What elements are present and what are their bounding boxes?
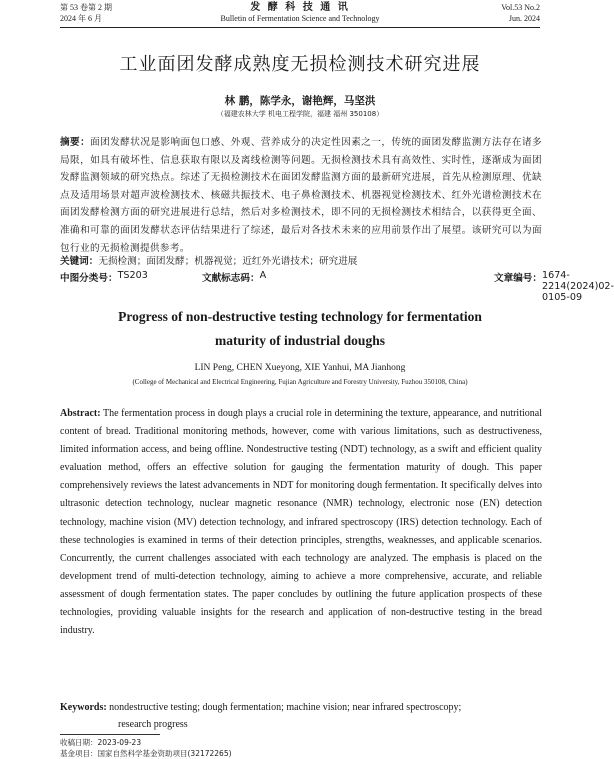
header-date-en: Jun. 2024 [508, 14, 540, 23]
article-title-cn: 工业面团发酵成熟度无损检测技术研究进展 [119, 54, 481, 75]
authors-en: LIN Peng, CHEN Xueyong, XIE Yanhui, MA Jianhong [194, 363, 406, 373]
abstract-en-text: The fermentation process in dough plays a crucial role in determining the texture, appearance, and nutritional content of bread. Traditional monitoring methods, however, come with various limitations, such as destructiveness, limited information access, and being offline. Nondestructive testing (NDT) technology, as a swift and efficient quality evaluation method, offers an effective solution for gauging the fermentation maturity of dough. This paper comprehensively reviews the latest advancements in NDT for monitoring dough fermentation. It specifically delves into ultrasonic detection technology, nuclear magnetic resonance (NMR) technology, electronic nose (EN) detection technology, machine vision (MV) detection technology, and infrared spectroscopy (IRS) detection technology. Each of these technologies is examined in terms of their detection principles, strengths, weaknesses, and applicable scenarios. Concurrently, the current challenges associated with each technology are analyzed. The emphasis is placed on the development trend of multi-detection technology, aiming to achieve a more comprehensive, accurate, and reliable assessment of dough fermentation states. The paper concludes by outlining the future application prospects of these technologies, providing valuable insights for the research and application of non-destructive testing in the bread industry. [60, 408, 542, 637]
abstract-cn-text: 面团发酵状况是影响面包口感、外观、营养成分的决定性因素之一，传统的面团发酵监测方法存在诸多局限，如具有破坏性、信息获取有限以及离线检测等问题。无损检测技术具有高效性、实时性，逐渐成为面团发酵监测领域的研究热点。综述了无损检测技术在面团发酵监测方面的最新研究进展，首先从检测原理、优缺点及适用场景对超声波检测技术、核磁共振技术、电子鼻检测技术、机器视觉检测技术、红外光谱检测技术在面团发酵检测方面的研究进展进行总结，然后对多检测技术，即不同的无损检测技术相结合，以获得更全面、准确和可靠的面团发酵状态评估结果进行了综述，最后对各技术未来的应用前景作出了展望。该研究可以为面包行业的无损检测提供参考。 [60, 137, 543, 254]
fund-info: 基金项目：国家自然科学基金资助项目(32172265) [60, 749, 232, 758]
clc-number: 中图分类号： TS203 [60, 270, 148, 284]
keywords-en-line1: nondestructive testing; dough fermentation; machine vision; near infrared spectroscopy; [106, 702, 462, 713]
abstract-en [60, 405, 542, 640]
footnotes [60, 737, 542, 759]
keywords-en-line2: research progress [118, 719, 188, 730]
keywords-en-label: Keywords: [60, 702, 107, 713]
abstract-en-label: Abstract: [60, 408, 101, 419]
header-journal [60, 2, 540, 24]
affiliation-en: (College of Mechanical and Electrical Engineering, Fujian Agriculture and Forestry University, Fuzhou 350108, China) [132, 378, 468, 386]
keywords-en [60, 699, 542, 733]
keywords-cn-label: 关键词： [60, 256, 99, 267]
abstract-cn-label: 摘要： [60, 137, 91, 148]
title-en-line1: Progress of non-destructive testing technology for fermentation [118, 309, 482, 324]
affiliation-cn: （福建农林大学 机电工程学院，福建 福州 350108） [216, 110, 384, 118]
journal-name-en: Bulletin of Fermentation Science and Technology [220, 14, 380, 23]
keywords-cn-text: 无损检测；面团发酵；机器视觉；近红外光谱技术；研究进展 [98, 256, 358, 267]
header-date-cn: 2024 年 6 月 [60, 14, 102, 23]
document-code: 文献标志码： A [202, 270, 267, 284]
title-en-line2: maturity of industrial doughs [215, 333, 385, 348]
keywords-cn [60, 255, 542, 269]
article-number: 文章编号： 1674-2214(2024)02-0105-09 [494, 270, 614, 303]
classification-row [60, 270, 614, 303]
footnote-divider [60, 734, 160, 735]
header-volume-info [501, 2, 540, 24]
received-date: 收稿日期：2023-09-23 [60, 738, 142, 747]
header-divider [60, 27, 540, 28]
authors-cn: 林 鹏，陈学永，谢艳辉，马坚洪 [224, 95, 376, 107]
abstract-cn [60, 134, 542, 257]
journal-name-cn: 发 酵 科 技 通 讯 [250, 2, 350, 13]
header-volume-en: Vol.53 No.2 [501, 3, 540, 12]
running-header [60, 2, 540, 28]
article-title-en [60, 305, 540, 353]
header-volume-cn: 第 53 卷第 2 期 [60, 3, 112, 12]
